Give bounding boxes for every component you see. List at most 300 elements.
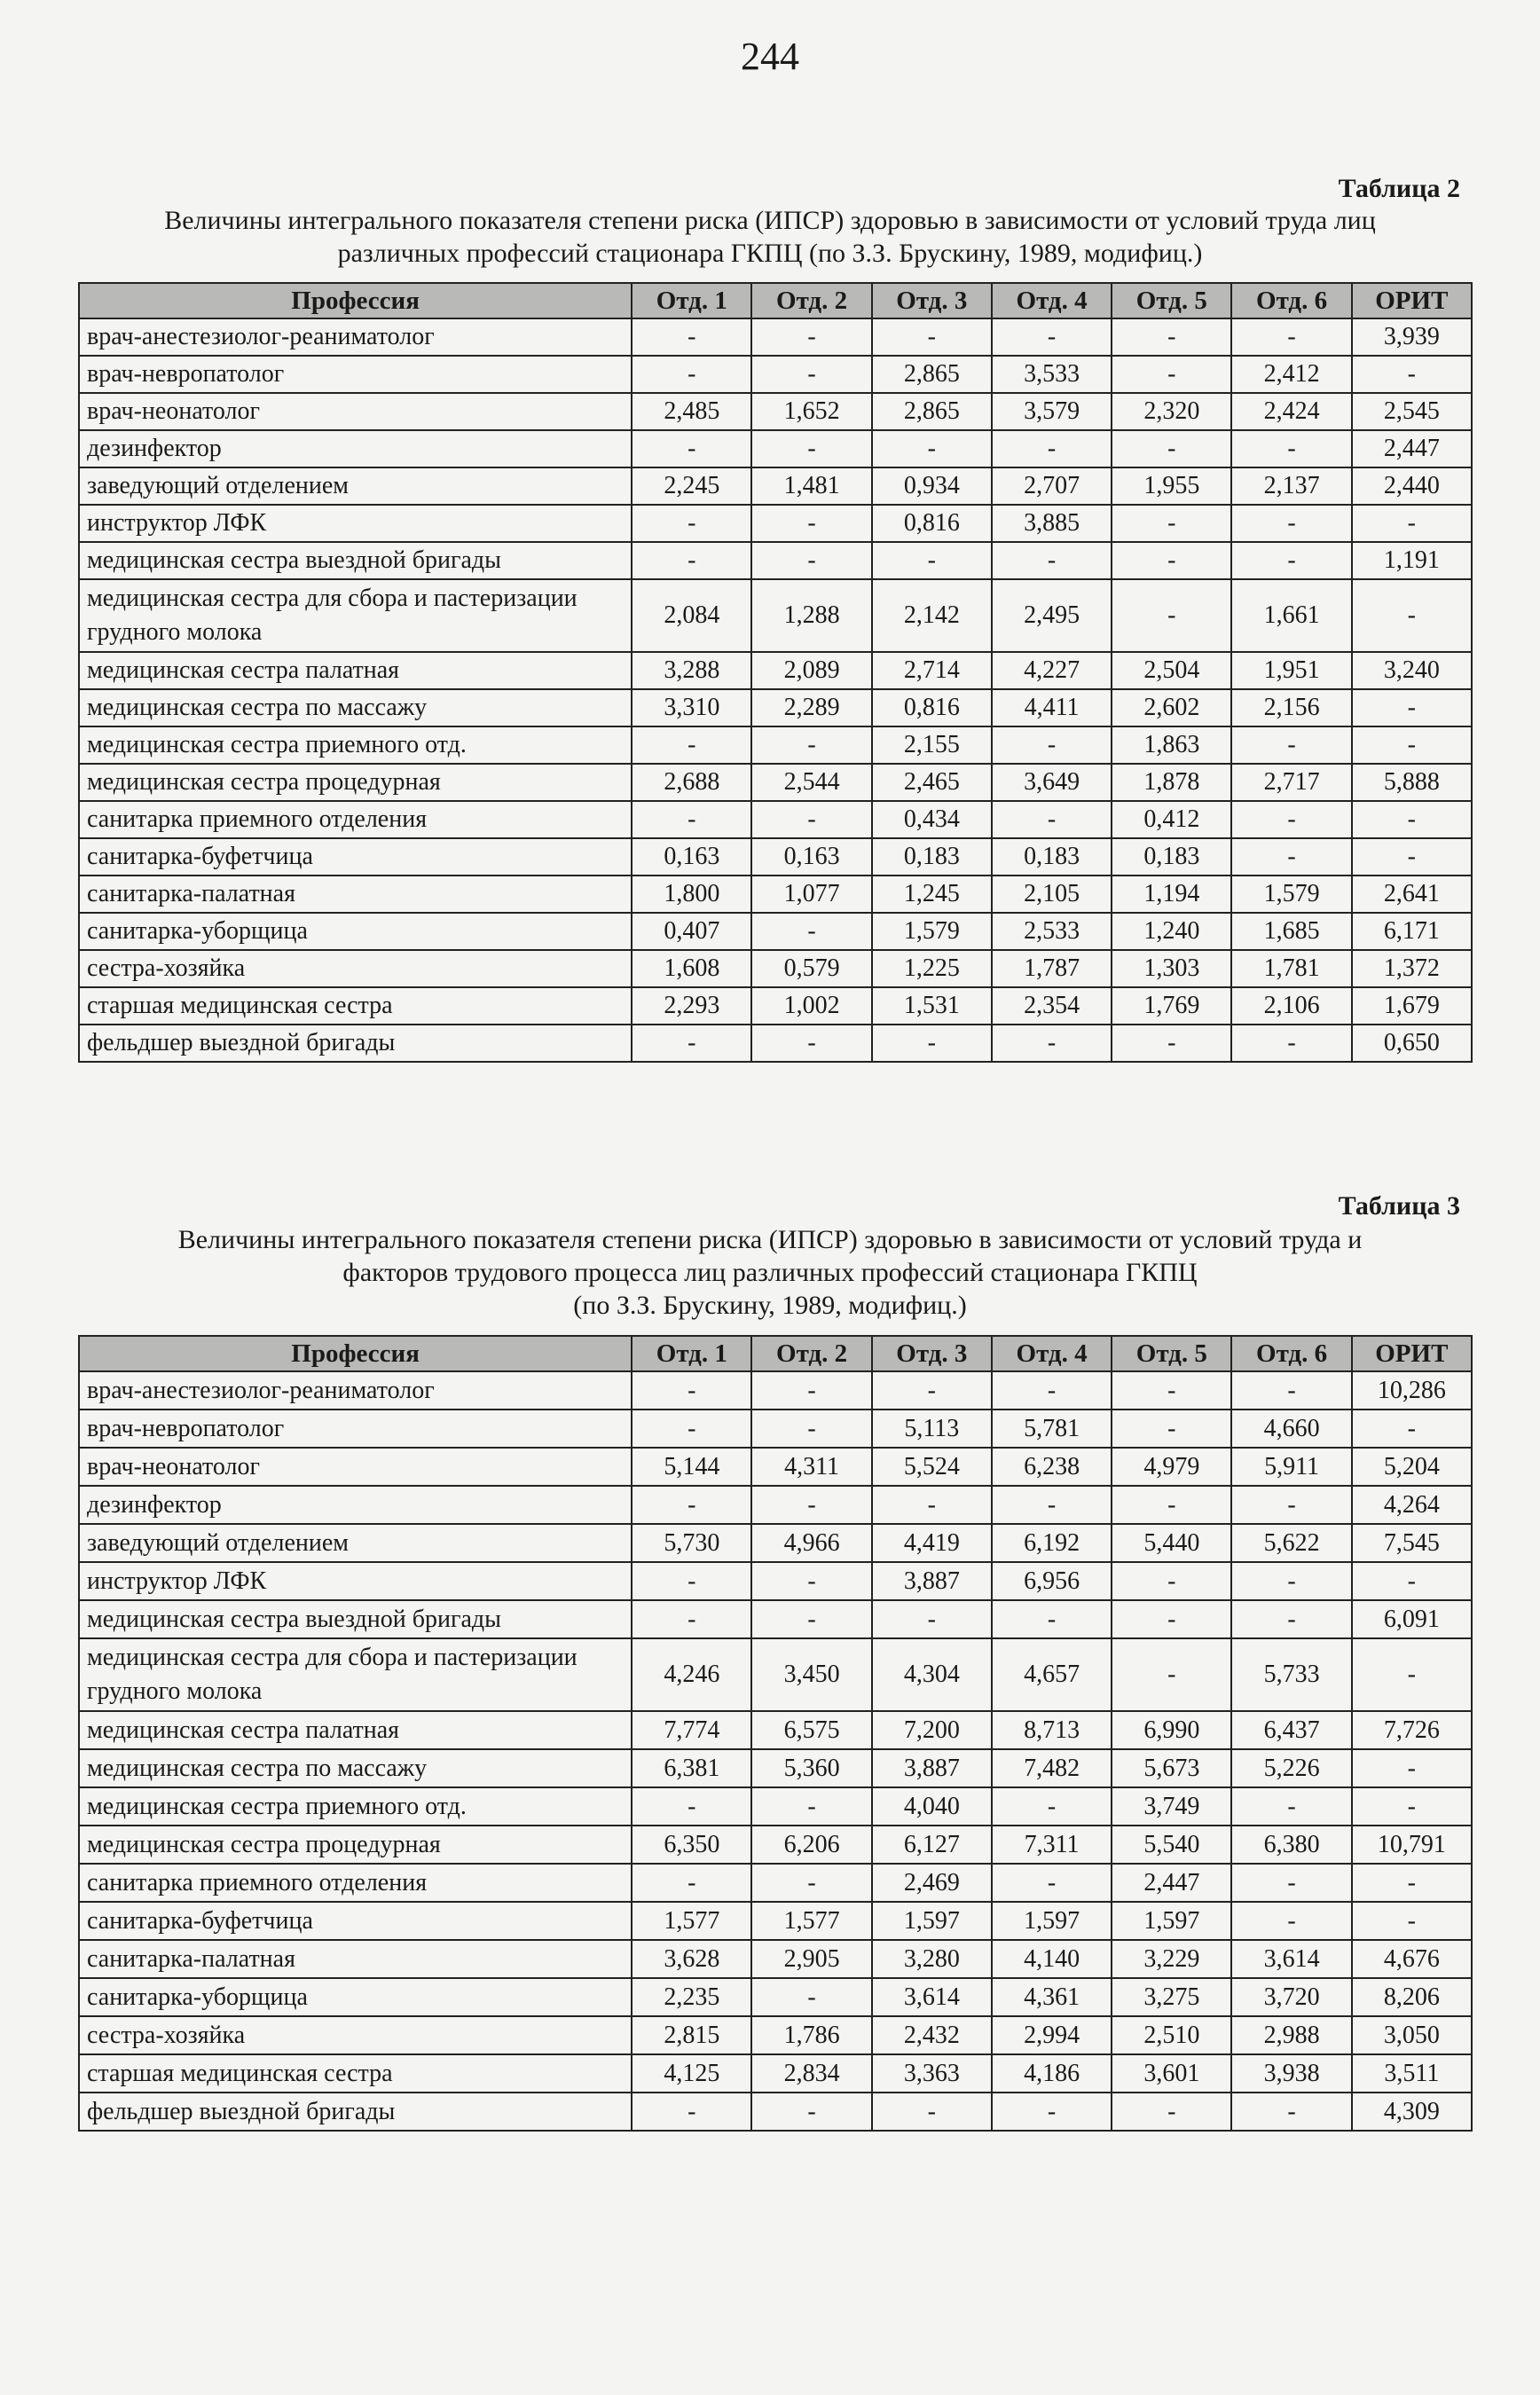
value-cell: - <box>632 1787 751 1826</box>
value-cell: - <box>1231 1600 1351 1638</box>
value-cell: 4,676 <box>1352 1940 1472 1978</box>
value-cell: 1,481 <box>751 467 871 505</box>
value-cell: 2,717 <box>1231 764 1351 801</box>
table-row <box>79 2054 1472 2093</box>
value-cell: - <box>1112 1486 1231 1524</box>
value-cell: 0,650 <box>1352 1025 1472 1062</box>
profession-cell: медицинская сестра по массажу <box>79 689 632 726</box>
value-cell: 6,171 <box>1352 913 1472 950</box>
value-cell: - <box>1352 1638 1472 1711</box>
profession-cell: заведующий отделением <box>79 1524 632 1562</box>
value-cell: 2,688 <box>632 764 751 801</box>
value-cell: 2,245 <box>632 467 751 505</box>
table-row <box>79 1940 1472 1978</box>
value-cell: - <box>751 1978 871 2016</box>
value-cell: - <box>632 542 751 579</box>
value-cell: 10,791 <box>1352 1826 1472 1864</box>
value-cell: - <box>632 726 751 764</box>
profession-cell: врач-неонатолог <box>79 1448 632 1486</box>
column-header: Отд. 3 <box>872 283 992 318</box>
value-cell: - <box>632 2093 751 2131</box>
table-row <box>79 1749 1472 1787</box>
value-cell: 3,310 <box>632 689 751 726</box>
value-cell: - <box>1112 579 1231 652</box>
value-cell: 6,127 <box>872 1826 992 1864</box>
value-cell: 2,293 <box>632 987 751 1025</box>
profession-cell: врач-неонатолог <box>79 393 632 430</box>
value-cell: - <box>632 801 751 838</box>
column-header: Отд. 1 <box>632 1336 751 1371</box>
value-cell: 4,419 <box>872 1524 992 1562</box>
table-row <box>79 689 1472 726</box>
table-row <box>79 1524 1472 1562</box>
value-cell: 6,238 <box>992 1448 1112 1486</box>
value-cell: 2,105 <box>992 876 1112 913</box>
value-cell: 3,614 <box>1231 1940 1351 1978</box>
value-cell: 2,485 <box>632 393 751 430</box>
value-cell: 2,106 <box>1231 987 1351 1025</box>
value-cell: 2,504 <box>1112 652 1231 689</box>
value-cell: 2,834 <box>751 2054 871 2093</box>
value-cell: 5,911 <box>1231 1448 1351 1486</box>
value-cell: 2,447 <box>1352 430 1472 467</box>
value-cell: - <box>992 1025 1112 1062</box>
column-header: Отд. 6 <box>1231 1336 1351 1371</box>
value-cell: 3,280 <box>872 1940 992 1978</box>
value-cell: 1,597 <box>1112 1902 1231 1940</box>
value-cell: - <box>1112 1371 1231 1410</box>
value-cell: - <box>632 505 751 542</box>
value-cell: 0,412 <box>1112 801 1231 838</box>
page-number: 244 <box>741 35 799 78</box>
column-header: Отд. 2 <box>751 1336 871 1371</box>
table-row <box>79 987 1472 1025</box>
value-cell: 8,206 <box>1352 1978 1472 2016</box>
value-cell: - <box>872 430 992 467</box>
value-cell: 3,628 <box>632 1940 751 1978</box>
value-cell: - <box>1352 726 1472 764</box>
value-cell: 2,815 <box>632 2016 751 2054</box>
profession-cell: медицинская сестра палатная <box>79 1711 632 1749</box>
profession-cell: санитарка-палатная <box>79 1940 632 1978</box>
value-cell: - <box>1231 318 1351 356</box>
value-cell: 1,194 <box>1112 876 1231 913</box>
value-cell: - <box>1231 2093 1351 2131</box>
table2 <box>78 282 1473 1063</box>
value-cell: 2,988 <box>1231 2016 1351 2054</box>
table-row <box>79 1711 1472 1749</box>
value-cell: 3,885 <box>992 505 1112 542</box>
value-cell: - <box>632 318 751 356</box>
value-cell: 7,482 <box>992 1749 1112 1787</box>
column-header: Профессия <box>79 1336 632 1371</box>
profession-cell: инструктор ЛФК <box>79 1562 632 1600</box>
value-cell: 4,311 <box>751 1448 871 1486</box>
table-row <box>79 318 1472 356</box>
table-row <box>79 652 1472 689</box>
value-cell: 4,304 <box>872 1638 992 1711</box>
value-cell: - <box>1352 1864 1472 1902</box>
table3-caption-line2: факторов трудового процесса лиц различных профессий стационара ГКПЦ <box>342 1258 1198 1287</box>
table-row <box>79 950 1472 987</box>
value-cell: - <box>751 430 871 467</box>
value-cell: 2,354 <box>992 987 1112 1025</box>
value-cell: - <box>1112 356 1231 393</box>
value-cell: 2,289 <box>751 689 871 726</box>
value-cell: - <box>1112 1600 1231 1638</box>
value-cell: - <box>1112 1562 1231 1600</box>
profession-cell: врач-анестезиолог-реаниматолог <box>79 1371 632 1410</box>
table-row <box>79 1826 1472 1864</box>
value-cell: 2,447 <box>1112 1864 1231 1902</box>
value-cell: 2,235 <box>632 1978 751 2016</box>
value-cell: 2,469 <box>872 1864 992 1902</box>
value-cell: 6,956 <box>992 1562 1112 1600</box>
value-cell: 5,204 <box>1352 1448 1472 1486</box>
value-cell: 2,602 <box>1112 689 1231 726</box>
table-row <box>79 1448 1472 1486</box>
value-cell: 5,113 <box>872 1410 992 1448</box>
value-cell: 2,424 <box>1231 393 1351 430</box>
value-cell: 4,140 <box>992 1940 1112 1978</box>
value-cell: 4,227 <box>992 652 1112 689</box>
value-cell: 7,726 <box>1352 1711 1472 1749</box>
table-row <box>79 913 1472 950</box>
profession-cell: медицинская сестра для сбора и пастеризации грудного молока <box>79 579 632 652</box>
value-cell: - <box>751 318 871 356</box>
table-row <box>79 579 1472 652</box>
value-cell: 8,713 <box>992 1711 1112 1749</box>
value-cell: - <box>1112 430 1231 467</box>
value-cell: - <box>1352 689 1472 726</box>
profession-cell: сестра-хозяйка <box>79 950 632 987</box>
value-cell: - <box>632 1562 751 1600</box>
value-cell: 3,720 <box>1231 1978 1351 2016</box>
table-row <box>79 726 1472 764</box>
value-cell: 3,887 <box>872 1749 992 1787</box>
value-cell: 2,905 <box>751 1940 871 1978</box>
value-cell: 4,979 <box>1112 1448 1231 1486</box>
value-cell: - <box>872 318 992 356</box>
profession-cell: санитарка-буфетчица <box>79 838 632 876</box>
value-cell: 1,303 <box>1112 950 1231 987</box>
value-cell: 2,545 <box>1352 393 1472 430</box>
value-cell: 5,673 <box>1112 1749 1231 1787</box>
value-cell: 1,787 <box>992 950 1112 987</box>
value-cell: - <box>1231 1864 1351 1902</box>
value-cell: - <box>751 1864 871 1902</box>
profession-cell: врач-невропатолог <box>79 1410 632 1448</box>
value-cell: 1,225 <box>872 950 992 987</box>
value-cell: - <box>992 1486 1112 1524</box>
profession-cell: санитарка приемного отделения <box>79 801 632 838</box>
value-cell: 3,887 <box>872 1562 992 1600</box>
table-row <box>79 1025 1472 1062</box>
value-cell: 5,888 <box>1352 764 1472 801</box>
value-cell: - <box>632 1410 751 1448</box>
value-cell: 1,002 <box>751 987 871 1025</box>
value-cell: - <box>751 801 871 838</box>
table-row <box>79 1486 1472 1524</box>
value-cell: 6,350 <box>632 1826 751 1864</box>
profession-cell: санитарка-уборщица <box>79 913 632 950</box>
value-cell: 4,309 <box>1352 2093 1472 2131</box>
profession-cell: санитарка-уборщица <box>79 1978 632 2016</box>
value-cell: - <box>872 1600 992 1638</box>
profession-cell: дезинфектор <box>79 430 632 467</box>
value-cell: 7,774 <box>632 1711 751 1749</box>
value-cell: 2,510 <box>1112 2016 1231 2054</box>
table-row <box>79 2016 1472 2054</box>
table3 <box>78 1335 1473 2132</box>
value-cell: 2,495 <box>992 579 1112 652</box>
value-cell: 2,440 <box>1352 467 1472 505</box>
value-cell: 2,714 <box>872 652 992 689</box>
value-cell: 3,749 <box>1112 1787 1231 1826</box>
table-row <box>79 505 1472 542</box>
value-cell: 2,084 <box>632 579 751 652</box>
value-cell: - <box>1352 1902 1472 1940</box>
value-cell: - <box>751 913 871 950</box>
value-cell: - <box>751 505 871 542</box>
column-header: Отд. 5 <box>1112 283 1231 318</box>
value-cell: - <box>992 318 1112 356</box>
value-cell: - <box>632 1486 751 1524</box>
value-cell: 5,144 <box>632 1448 751 1486</box>
value-cell: - <box>992 1600 1112 1638</box>
value-cell: 0,816 <box>872 505 992 542</box>
value-cell: 0,407 <box>632 913 751 950</box>
profession-cell: медицинская сестра для сбора и пастеризации грудного молока <box>79 1638 632 1711</box>
value-cell: 6,206 <box>751 1826 871 1864</box>
value-cell: - <box>1352 505 1472 542</box>
value-cell: 3,939 <box>1352 318 1472 356</box>
profession-cell: медицинская сестра приемного отд. <box>79 1787 632 1826</box>
value-cell: 3,579 <box>992 393 1112 430</box>
value-cell: 6,575 <box>751 1711 871 1749</box>
profession-cell: фельдшер выездной бригады <box>79 1025 632 1062</box>
value-cell: 2,865 <box>872 356 992 393</box>
value-cell: - <box>1112 2093 1231 2131</box>
value-cell: 2,156 <box>1231 689 1351 726</box>
value-cell: 0,183 <box>872 838 992 876</box>
value-cell: 6,192 <box>992 1524 1112 1562</box>
value-cell: - <box>1231 1025 1351 1062</box>
value-cell: 1,531 <box>872 987 992 1025</box>
value-cell: - <box>1231 1787 1351 1826</box>
value-cell: - <box>872 1025 992 1062</box>
value-cell: 7,200 <box>872 1711 992 1749</box>
value-cell: - <box>632 1025 751 1062</box>
profession-cell: санитарка-палатная <box>79 876 632 913</box>
value-cell: 3,275 <box>1112 1978 1231 2016</box>
profession-cell: сестра-хозяйка <box>79 2016 632 2054</box>
column-header: Профессия <box>79 283 632 318</box>
value-cell: 5,622 <box>1231 1524 1351 1562</box>
value-cell: 1,245 <box>872 876 992 913</box>
value-cell: - <box>632 430 751 467</box>
value-cell: 3,229 <box>1112 1940 1231 1978</box>
table2-caption-line2: различных профессий стационара ГКПЦ (по З.З. Брускину, 1989, модифиц.) <box>337 239 1203 268</box>
value-cell: - <box>1231 726 1351 764</box>
value-cell: 5,524 <box>872 1448 992 1486</box>
value-cell: - <box>872 1486 992 1524</box>
value-cell: 2,641 <box>1352 876 1472 913</box>
profession-cell: врач-невропатолог <box>79 356 632 393</box>
value-cell: - <box>1231 1562 1351 1600</box>
value-cell: 6,990 <box>1112 1711 1231 1749</box>
profession-cell: заведующий отделением <box>79 467 632 505</box>
value-cell: 1,781 <box>1231 950 1351 987</box>
profession-cell: врач-анестезиолог-реаниматолог <box>79 318 632 356</box>
value-cell: 3,240 <box>1352 652 1472 689</box>
value-cell: 7,545 <box>1352 1524 1472 1562</box>
value-cell: 1,597 <box>992 1902 1112 1940</box>
value-cell: 4,411 <box>992 689 1112 726</box>
value-cell: 3,614 <box>872 1978 992 2016</box>
value-cell: - <box>751 1371 871 1410</box>
table-row <box>79 393 1472 430</box>
value-cell: - <box>1352 1410 1472 1448</box>
value-cell: - <box>992 2093 1112 2131</box>
column-header: ОРИТ <box>1352 283 1472 318</box>
table-row <box>79 1787 1472 1826</box>
value-cell: 1,800 <box>632 876 751 913</box>
value-cell: - <box>1231 1486 1351 1524</box>
value-cell: 3,363 <box>872 2054 992 2093</box>
value-cell: 0,163 <box>632 838 751 876</box>
value-cell: 1,878 <box>1112 764 1231 801</box>
table-row <box>79 1562 1472 1600</box>
table-row <box>79 1371 1472 1410</box>
value-cell: 1,191 <box>1352 542 1472 579</box>
value-cell: - <box>751 1562 871 1600</box>
value-cell: - <box>1231 505 1351 542</box>
value-cell: 2,707 <box>992 467 1112 505</box>
value-cell: - <box>1352 801 1472 838</box>
profession-cell: старшая медицинская сестра <box>79 987 632 1025</box>
profession-cell: медицинская сестра процедурная <box>79 1826 632 1864</box>
value-cell: - <box>872 1371 992 1410</box>
value-cell: 0,579 <box>751 950 871 987</box>
column-header: ОРИТ <box>1352 1336 1472 1371</box>
table3-label: Таблица 3 <box>1338 1191 1460 1221</box>
value-cell: 2,142 <box>872 579 992 652</box>
column-header: Отд. 1 <box>632 283 751 318</box>
value-cell: - <box>751 1410 871 1448</box>
value-cell: - <box>1352 1787 1472 1826</box>
value-cell: 6,091 <box>1352 1600 1472 1638</box>
value-cell: - <box>992 1371 1112 1410</box>
value-cell: - <box>751 1787 871 1826</box>
value-cell: 7,311 <box>992 1826 1112 1864</box>
value-cell: 2,533 <box>992 913 1112 950</box>
table-row <box>79 356 1472 393</box>
value-cell: - <box>1352 579 1472 652</box>
column-header: Отд. 5 <box>1112 1336 1231 1371</box>
table-row <box>79 467 1472 505</box>
value-cell: - <box>1352 1562 1472 1600</box>
table-row <box>79 764 1472 801</box>
value-cell: - <box>1112 318 1231 356</box>
value-cell: 2,320 <box>1112 393 1231 430</box>
value-cell: 1,077 <box>751 876 871 913</box>
value-cell: - <box>751 1025 871 1062</box>
value-cell: 1,372 <box>1352 950 1472 987</box>
value-cell: 1,579 <box>872 913 992 950</box>
value-cell: 1,577 <box>632 1902 751 1940</box>
value-cell: - <box>1231 542 1351 579</box>
value-cell: 4,125 <box>632 2054 751 2093</box>
value-cell: 6,380 <box>1231 1826 1351 1864</box>
value-cell: 1,240 <box>1112 913 1231 950</box>
table-row <box>79 1638 1472 1711</box>
value-cell: - <box>1231 430 1351 467</box>
value-cell: 0,434 <box>872 801 992 838</box>
value-cell: 4,660 <box>1231 1410 1351 1448</box>
table-row <box>79 1902 1472 1940</box>
table3-caption-line3: (по З.З. Брускину, 1989, модифиц.) <box>573 1291 967 1320</box>
value-cell: 6,381 <box>632 1749 751 1787</box>
value-cell: - <box>1352 1749 1472 1787</box>
value-cell: 4,186 <box>992 2054 1112 2093</box>
table3-caption-line1: Величины интегрального показателя степени риска (ИПСР) здоровью в зависимости от условий труда и <box>177 1225 1363 1254</box>
table-row <box>79 1864 1472 1902</box>
value-cell: - <box>872 2093 992 2131</box>
table3-caption <box>71 1223 1469 1322</box>
value-cell: 3,938 <box>1231 2054 1351 2093</box>
value-cell: 1,652 <box>751 393 871 430</box>
value-cell: 0,163 <box>751 838 871 876</box>
value-cell: 4,246 <box>632 1638 751 1711</box>
value-cell: 4,657 <box>992 1638 1112 1711</box>
column-header: Отд. 3 <box>872 1336 992 1371</box>
table2-header-row <box>79 283 1472 318</box>
value-cell: 5,730 <box>632 1524 751 1562</box>
value-cell: 2,544 <box>751 764 871 801</box>
value-cell: - <box>1112 505 1231 542</box>
value-cell: - <box>751 356 871 393</box>
value-cell: 2,994 <box>992 2016 1112 2054</box>
value-cell: 2,412 <box>1231 356 1351 393</box>
table-row <box>79 838 1472 876</box>
value-cell: 4,361 <box>992 1978 1112 2016</box>
profession-cell: фельдшер выездной бригады <box>79 2093 632 2131</box>
table2-caption <box>71 204 1469 270</box>
value-cell: - <box>1231 1902 1351 1940</box>
profession-cell: медицинская сестра палатная <box>79 652 632 689</box>
value-cell: - <box>751 1600 871 1638</box>
value-cell: 2,432 <box>872 2016 992 2054</box>
value-cell: 1,951 <box>1231 652 1351 689</box>
value-cell: 0,183 <box>1112 838 1231 876</box>
value-cell: 0,934 <box>872 467 992 505</box>
value-cell: 5,226 <box>1231 1749 1351 1787</box>
value-cell: 4,966 <box>751 1524 871 1562</box>
value-cell: - <box>632 356 751 393</box>
value-cell: 5,360 <box>751 1749 871 1787</box>
value-cell: - <box>1231 1371 1351 1410</box>
value-cell: 2,865 <box>872 393 992 430</box>
value-cell: - <box>992 542 1112 579</box>
value-cell: 2,155 <box>872 726 992 764</box>
value-cell: 4,040 <box>872 1787 992 1826</box>
profession-cell: инструктор ЛФК <box>79 505 632 542</box>
profession-cell: санитарка приемного отделения <box>79 1864 632 1902</box>
profession-cell: санитарка-буфетчица <box>79 1902 632 1940</box>
value-cell: - <box>992 430 1112 467</box>
value-cell: 1,597 <box>872 1902 992 1940</box>
